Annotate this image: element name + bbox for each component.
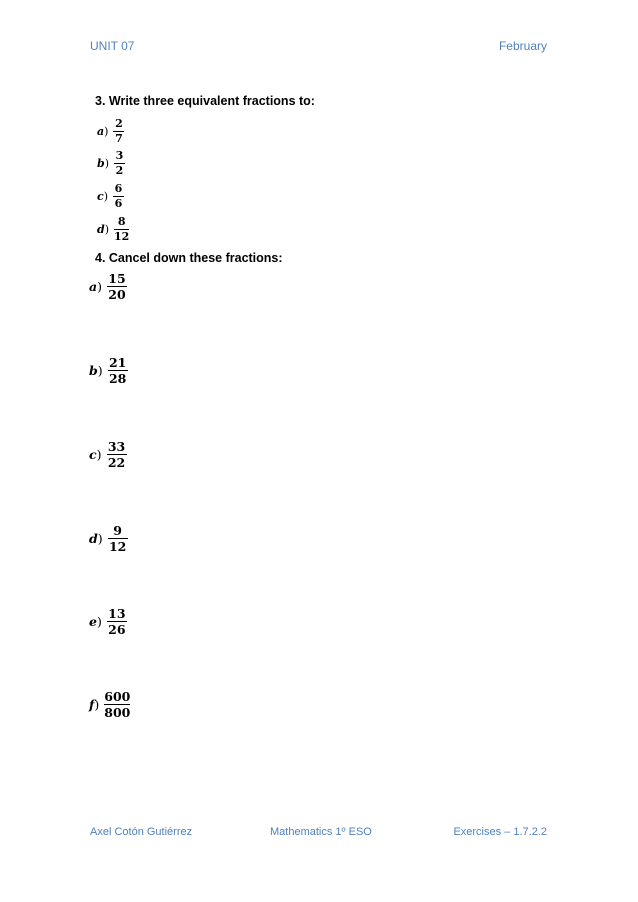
denominator: 2 <box>115 163 124 177</box>
denominator: 26 <box>108 622 126 638</box>
q3-item-c: c ) $\frac{6}{6}$ <box>97 182 123 210</box>
denominator: 6 <box>114 196 123 210</box>
q4-item-b: b ) $\frac{21}{28}$ <box>89 355 127 387</box>
q3-item-label: d <box>97 222 105 236</box>
q4-item-a: a ) $\frac{15}{20}$ <box>89 271 126 303</box>
q4-item-label: c <box>89 447 97 463</box>
numerator: 13 <box>108 606 126 621</box>
q3-item-label: b <box>97 156 105 170</box>
q4-item-label: e <box>89 614 97 630</box>
fraction <box>108 356 128 385</box>
numerator: 3 <box>115 149 124 162</box>
fraction <box>107 440 127 469</box>
fraction <box>107 607 127 636</box>
q4-item-label: b <box>89 363 98 379</box>
numerator: 600 <box>104 689 131 704</box>
question-4-title: 4. Cancel down these fractions: <box>95 251 283 265</box>
footer-author: Axel Cotón Gutiérrez <box>90 826 193 838</box>
numerator: 8 <box>117 215 126 228</box>
denominator: 28 <box>108 371 127 387</box>
q4-item-d: d ) $\frac{9}{12}$ <box>89 523 127 555</box>
q4-item-label: f <box>89 697 95 713</box>
fraction <box>114 216 129 242</box>
q3-item-label: c <box>97 189 104 203</box>
q3-item-label: a <box>97 124 105 138</box>
numerator: 2 <box>115 117 123 130</box>
numerator: 21 <box>108 355 127 370</box>
denominator: 800 <box>104 705 131 721</box>
numerator: 6 <box>114 182 123 195</box>
footer-subject: Mathematics 1º ESO <box>270 826 372 838</box>
q4-item-label: a <box>89 279 98 295</box>
denominator: 12 <box>114 229 130 243</box>
header-month: February <box>498 39 547 53</box>
numerator: 15 <box>108 271 126 286</box>
q3-item-d: d ) $\frac{8}{12}$ <box>97 215 130 243</box>
fraction <box>108 524 128 553</box>
denominator: 20 <box>108 287 126 303</box>
fraction <box>104 690 130 719</box>
q4-item-e: e ) $\frac{13}{26}$ <box>89 606 126 638</box>
denominator: 7 <box>115 131 123 145</box>
fraction <box>114 150 125 176</box>
numerator: 9 <box>113 523 122 538</box>
footer-exercise-ref: Exercises – 1.7.2.2 <box>453 826 547 838</box>
q4-item-c: c ) $\frac{33}{22}$ <box>89 439 126 471</box>
question-3-title: 3. Write three equivalent fractions to: <box>95 94 315 108</box>
q4-item-label: d <box>89 531 98 547</box>
fraction <box>113 183 124 209</box>
header-unit: UNIT 07 <box>90 39 135 53</box>
q4-item-f: f ) $\frac{600}{800}$ <box>89 689 131 721</box>
fraction <box>107 272 127 301</box>
fraction <box>113 118 124 144</box>
q3-item-b: b ) $\frac{3}{2}$ <box>97 149 124 177</box>
q3-item-a: a ) $\frac{2}{7}$ <box>97 117 123 145</box>
denominator: 22 <box>107 455 126 471</box>
denominator: 12 <box>108 539 127 555</box>
numerator: 33 <box>107 439 126 454</box>
